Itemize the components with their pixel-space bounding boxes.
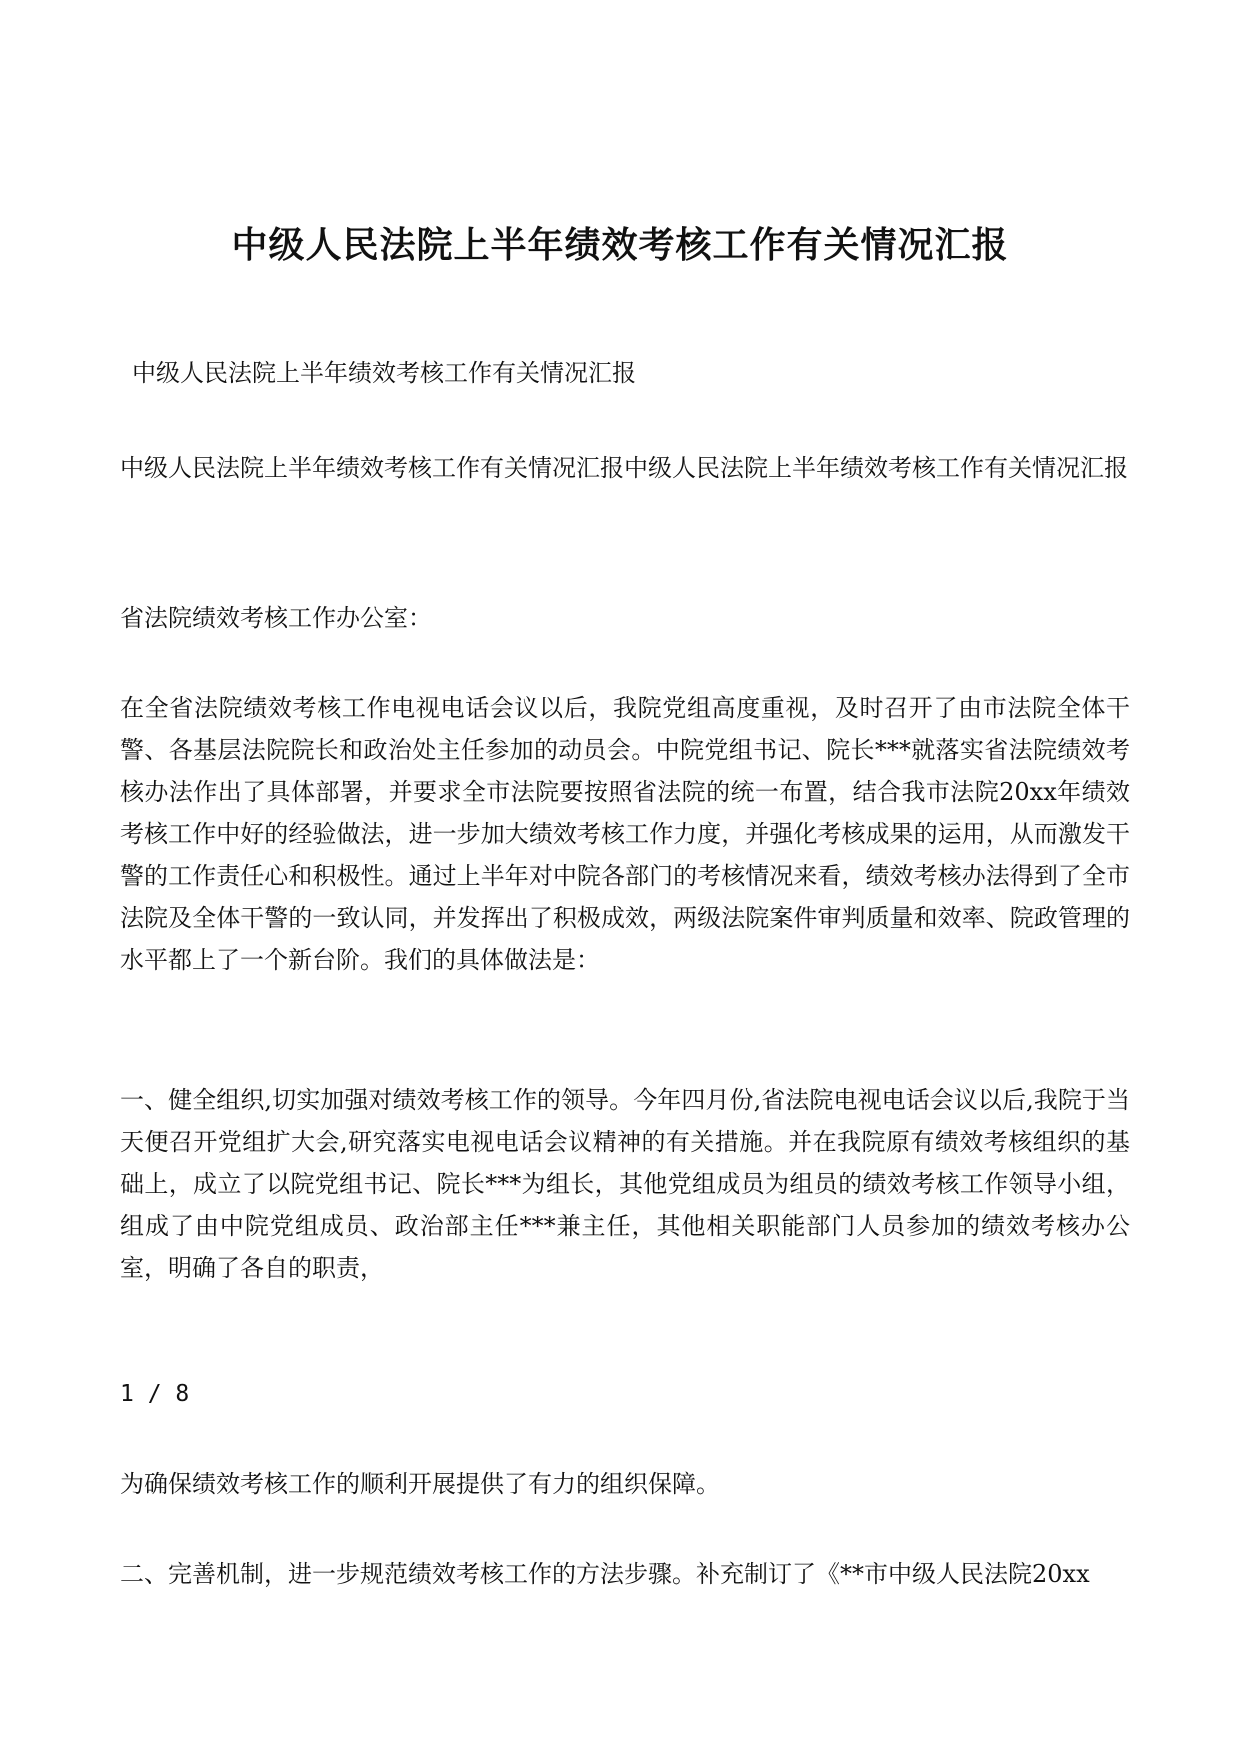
paragraph-mechanism: 二、完善机制，进一步规范绩效考核工作的方法步骤。补充制订了《**市中级人民法院20xx xyxy=(120,1560,1090,1588)
repeated-heading: 中级人民法院上半年绩效考核工作有关情况汇报中级人民法院上半年绩效考核工作有关情况汇报 xyxy=(120,454,1128,482)
paragraph-organization: 一、健全组织,切实加强对绩效考核工作的领导。今年四月份,省法院电视电话会议以后,我院于当天便召开党组扩大会,研究落实电视电话会议精神的有关措施。并在我院原有绩效考核组织的基础上，成立了以院党组书记、院长***为组长，其他党组成员为组员的绩效考核工作领导小组，组成了由中院党组成员、政治部主任***兼主任，其他相关职能部门人员参加的绩效考核办公室，明确了各自的职责， xyxy=(120,1086,1130,1282)
page-number: 1 / 8 xyxy=(120,1381,190,1407)
paragraph-intro: 在全省法院绩效考核工作电视电话会议以后，我院党组高度重视，及时召开了由市法院全体干警、各基层法院院长和政治处主任参加的动员会。中院党组书记、院长***就落实省法院绩效考核办法作出了具体部署，并要求全市法院要按照省法院的统一布置，结合我市法院20xx年绩效考核工作中好的经验做法，进一步加大绩效考核工作力度，并强化考核成果的运用，从而激发干警的工作责任心和积极性。通过上半年对中院各部门的考核情况来看，绩效考核办法得到了全市法院及全体干警的一致认同，并发挥出了积极成效，两级法院案件审判质量和效率、院政管理的水平都上了一个新台阶。我们的具体做法是： xyxy=(120,694,1130,974)
paragraph-organization-continued: 为确保绩效考核工作的顺利开展提供了有力的组织保障。 xyxy=(120,1470,720,1498)
document-subtitle: 中级人民法院上半年绩效考核工作有关情况汇报 xyxy=(132,359,636,387)
salutation: 省法院绩效考核工作办公室： xyxy=(120,604,432,632)
document-title: 中级人民法院上半年绩效考核工作有关情况汇报 xyxy=(231,224,1009,266)
